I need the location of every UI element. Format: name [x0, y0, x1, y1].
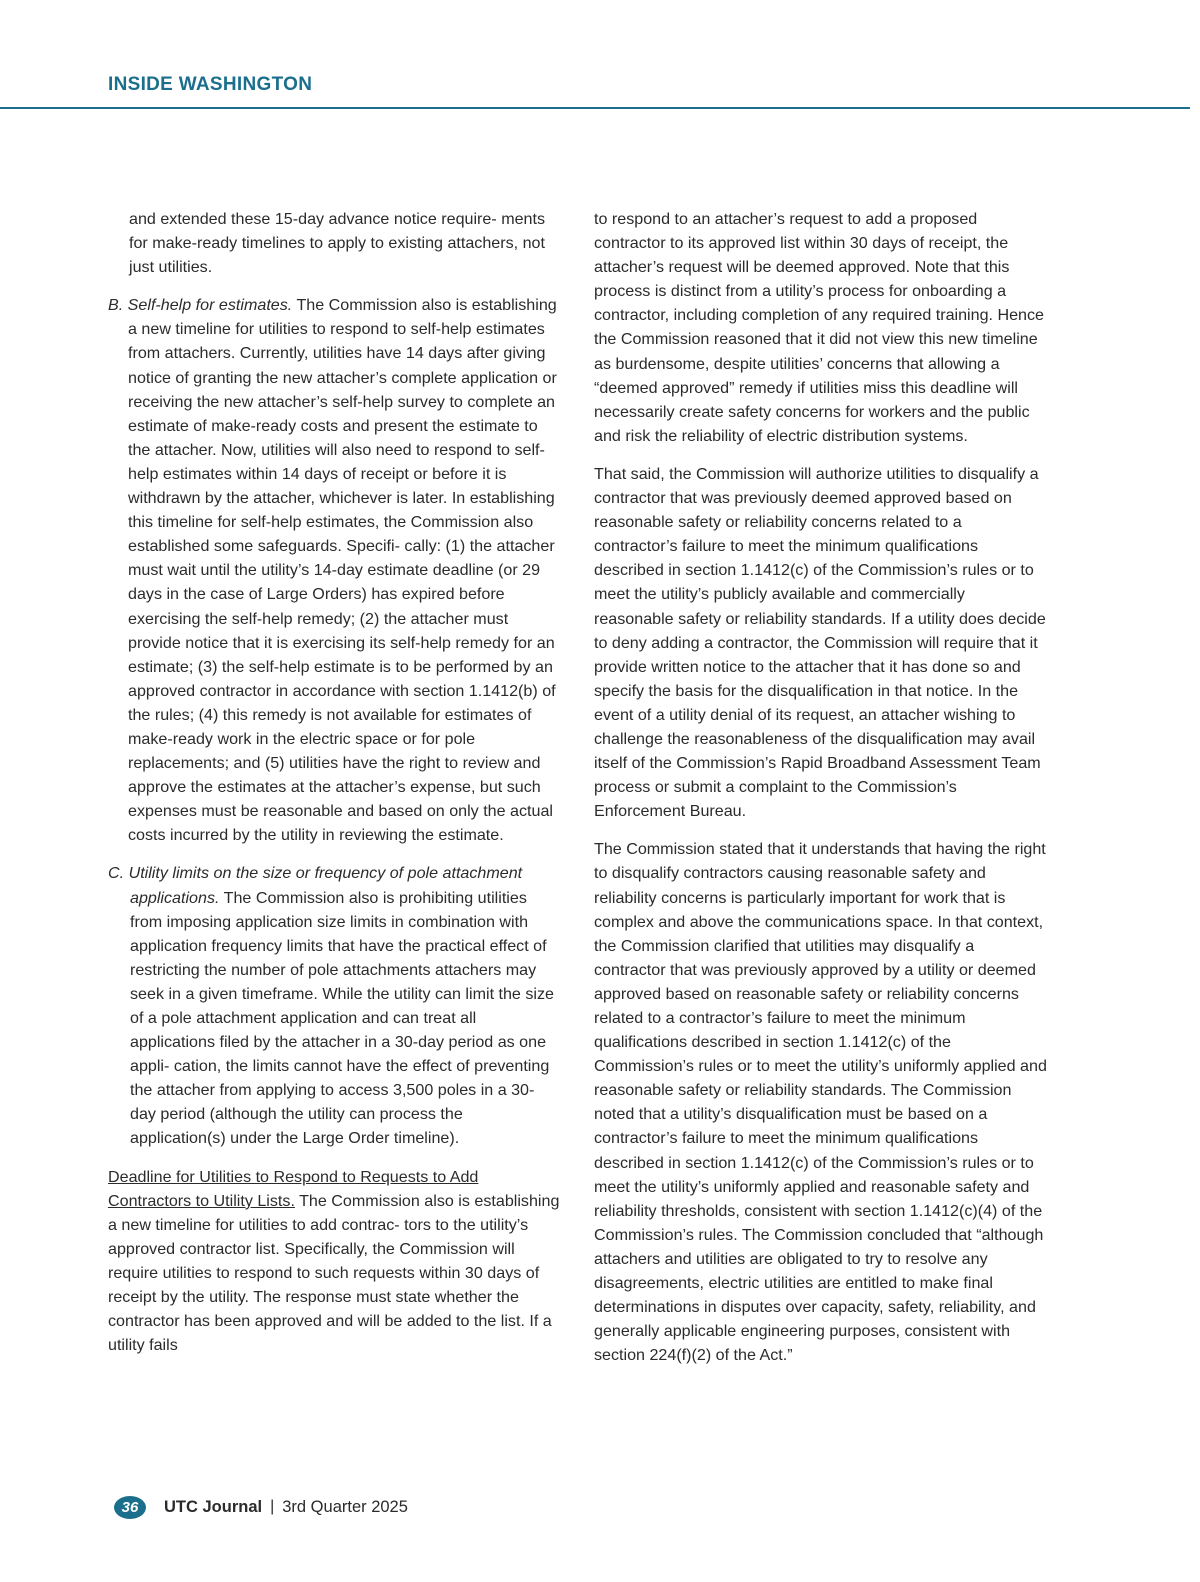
section-title: INSIDE WASHINGTON [108, 74, 313, 95]
header-divider [0, 107, 1190, 109]
list-item-c-label: C. Utility limits on the size or frequency of pole attachment applications. [108, 864, 523, 907]
right-paragraph-3: The Commission stated that it understands that having the right to disqualify contractors causing reasonable safety and reliability concerns is particularly important for work that is complex and above the communications space. In that context, the Commission clarified that utilities may disqualify a contractor that was previously approved by a utility or deemed approved based on reasonable safety or reliability concerns related to a contractor’s failure to meet the minimum qualifications described in section 1.1412(c) of the Commission’s rules or to meet the utility’s uniformly applied and reasonable safety or reliability standards. The Commission noted that a utility’s disqualification must be based on a contractor’s failure to meet the minimum qualifications described in section 1.1412(c) of the Commission’s rules or to meet the utility’s uniformly applied and reasonable safety and reliability thresholds, consistent with section 1.1412(c)(4) of the Commission’s rules. The Commission concluded that “although attachers and utilities are obligated to try to resolve any disagreements, electric utilities are entitled to make final determinations in disputes over capacity, safety, reliability, and generally applicable engineering purposes, consistent with section 224(f)(2) of the Act.” [594, 840, 1047, 1365]
continued-paragraph: and extended these 15-day advance notice require- ments for make-ready timelines to apply to existing attachers, not just utilities. [129, 210, 546, 277]
footer-separator: | [270, 1498, 275, 1515]
left-column [108, 207, 560, 1357]
right-paragraph-2: That said, the Commission will authorize utilities to disqualify a contractor that was previously deemed approved based on reasonable safety or reliability concerns related to a contractor’s failure to meet the minimum qualifications described in section 1.1412(c) of the Commission’s rules or to meet the utility’s publicly available and commercially reasonable safety or reliability standards. If a utility does decide to deny adding a contractor, the Commission will require that it provide written notice to the attacher that it has done so and specify the basis for the disqualification in that notice. In the event of a utility denial of its request, an attacher wishing to challenge the reasonableness of the disqualification may avail itself of the Commission’s Rapid Broadband Assessment Team process or submit a complaint to the Commission’s Enforcement Bureau. [594, 464, 1046, 821]
list-item-b [108, 293, 560, 847]
deadline-heading: Deadline for Utilities to Respond to Requests to Add Contractors to Utility Lists. [108, 1167, 479, 1210]
right-column [594, 207, 1049, 1367]
list-item-c-text: The Commission also is prohibiting utilities from imposing application size limits in combination with application frequency limits that have the practical effect of restricting the number of pole attachments attachers may seek in a given timeframe. While the utility can limit the size of a pole attachment application and can treat all applications filed by the attacher in a 30-day period as one appli- cation, the limits cannot have the effect of preventing the attacher from applying to access 3,500 poles in a 30-day period (although the utility can process the application(s) under the Large Order timeline). [130, 888, 554, 1148]
right-paragraph-1: to respond to an attacher’s request to add a proposed contractor to its approved list within 30 days of receipt, the attacher’s request will be deemed approved. Note that this process is distinct from a utility’s process for onboarding a contractor, including completion of any required training. Hence the Commission reasoned that it did not view this new timeline as burdensome, despite utilities’ concerns that allowing a “deemed approved” remedy if utilities miss this deadline will necessarily create safety concerns for workers and the public and risk the reliability of electric distribution systems. [594, 210, 1044, 445]
deadline-text: The Commission also is establishing a new timeline for utilities to add contrac- tors to the utility’s approved contractor list. Specifically, the Commission will require utilities to respond to such requests within 30 days of receipt by the utility. The response must state whether the contractor has been approved and will be added to the list. If a utility fails [108, 1191, 560, 1355]
page-number-badge: 36 [114, 1496, 146, 1519]
list-item-b-label: B. Self-help for estimates. [108, 296, 293, 315]
issue-label: 3rd Quarter 2025 [282, 1497, 408, 1516]
journal-name: UTC Journal [164, 1497, 263, 1516]
list-item-b-text: The Commission also is establishing a new timeline for utilities to respond to self-help estimates from attachers. Currently, utilities have 14 days after giving notice of granting the new attacher’s complete application or receiving the new attacher’s self-help survey to complete an estimate of make-ready costs and present the estimate to the attacher. Now, utilities will also need to respond to self-help estimates within 14 days of receipt or before it is withdrawn by the attacher, whichever is later. In establishing this timeline for self-help estimates, the Commission also established some safeguards. Specifi- cally: (1) the attacher must wait until the utility’s 14-day estimate deadline (or 29 days in the case of Large Orders) has expired before exercising the self-help remedy; (2) the attacher must provide notice that it is exercising its self-help remedy for an estimate; (3) the self-help estimate is to be performed by an approved contractor in accordance with section 1.1412(b) of the rules; (4) this remedy is not available for estimates of make-ready work in the electric space or for pole replacements; and (5) utilities have the right to review and approve the estimates at the attacher’s expense, but such expenses must be reasonable and based on only the actual costs incurred by the utility in reviewing the estimate. [128, 296, 557, 845]
deadline-paragraph [108, 1165, 560, 1358]
list-item-c [108, 861, 560, 1150]
page-footer [114, 1494, 408, 1520]
